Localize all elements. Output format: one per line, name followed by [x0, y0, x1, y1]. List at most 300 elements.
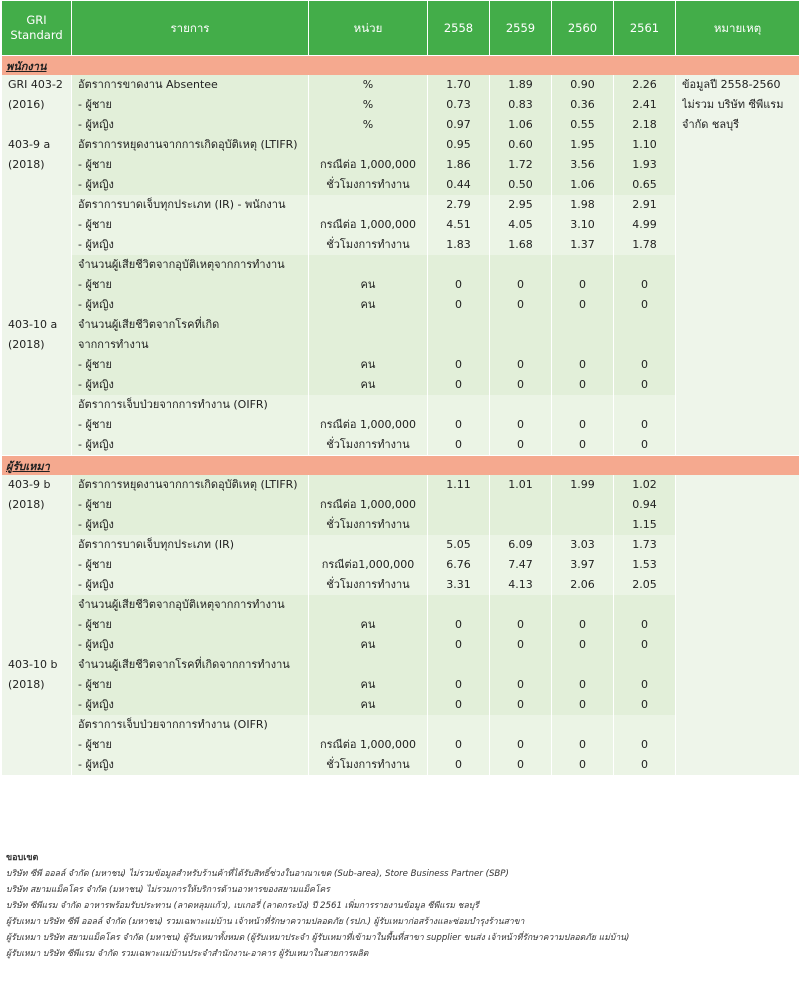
value-cell [428, 575, 490, 595]
unit-cell [309, 615, 428, 635]
scope-notes [6, 850, 796, 962]
value-cell [552, 255, 614, 275]
value: 0.55 [570, 118, 595, 131]
value-cell [490, 315, 552, 335]
value-cell [428, 255, 490, 275]
value: 0 [455, 738, 462, 751]
value: 0 [641, 738, 648, 751]
scope-line: ผู้รับเหมา บริษัท สยามแม็คโคร จำกัด (มหาชน) ผู้รับเหมาทั้งหมด (ผู้รับเหมาประจำ ผู้รับเหมาที่เข้ามาในพื้นที่สาขา supplier ขนส่ง เจ้าหน้าที่รักษาความปลอดภัย แม่บ้าน) [6, 933, 630, 943]
value-cell [428, 75, 490, 95]
value [434, 395, 483, 415]
item-cell [72, 635, 309, 655]
value [496, 395, 545, 415]
value-cell [490, 135, 552, 155]
value-cell [552, 695, 614, 715]
unit-label: คน [360, 618, 376, 631]
item-cell [72, 655, 309, 675]
item-cell [72, 315, 309, 335]
section-title: พนักงาน [2, 56, 800, 76]
item-cell [72, 355, 309, 375]
value: 2.18 [632, 118, 657, 131]
unit-cell [309, 435, 428, 456]
value-cell [614, 235, 676, 255]
value-cell [428, 535, 490, 555]
value-cell [614, 355, 676, 375]
value [620, 335, 669, 355]
unit-label [315, 255, 421, 275]
value: 0 [579, 758, 586, 771]
item-cell [72, 155, 309, 175]
value-cell [490, 215, 552, 235]
unit-label [315, 195, 421, 215]
value: 0 [455, 618, 462, 631]
value: 0 [517, 758, 524, 771]
item-cell [72, 715, 309, 735]
value-cell [490, 395, 552, 415]
unit-label: ชั่วโมงการทำงาน [326, 438, 410, 451]
value [558, 335, 607, 355]
value-cell [428, 735, 490, 755]
value-cell [428, 315, 490, 335]
value-cell [614, 115, 676, 135]
value: 0 [579, 418, 586, 431]
unit-cell [309, 215, 428, 235]
value: 4.99 [632, 218, 657, 231]
unit-label: คน [360, 298, 376, 311]
value: 0 [455, 438, 462, 451]
header-unit: หน่วย [309, 1, 428, 56]
item-label: - ผู้ชาย [78, 678, 112, 691]
item-label: จำนวนผู้เสียชีวิตจากอุบัติเหตุจากการทำงาน [78, 258, 285, 271]
value-cell [552, 615, 614, 635]
unit-label: % [362, 98, 374, 111]
value: 0 [641, 418, 648, 431]
item-cell [72, 575, 309, 595]
item-label: - ผู้หญิง [78, 578, 114, 591]
value [558, 395, 607, 415]
unit-cell [309, 575, 428, 595]
value-cell [428, 95, 490, 115]
value-cell [428, 115, 490, 135]
value-cell [614, 475, 676, 495]
item-cell [72, 675, 309, 695]
value: 2.79 [446, 198, 471, 211]
unit-label: ชั่วโมงการทำงาน [326, 578, 410, 591]
value [620, 395, 669, 415]
value-cell [552, 375, 614, 395]
value-cell [614, 375, 676, 395]
item-cell [72, 95, 309, 115]
item-cell [72, 255, 309, 275]
value-cell [490, 735, 552, 755]
value-cell [490, 375, 552, 395]
value-cell [614, 615, 676, 635]
value: 0 [455, 358, 462, 371]
value-cell [552, 635, 614, 655]
unit-label: ชั่วโมงการทำงาน [326, 178, 410, 191]
item-label: - ผู้ชาย [78, 98, 112, 111]
value-cell [428, 555, 490, 575]
value: 1.37 [570, 238, 595, 251]
value-cell [428, 195, 490, 215]
value-cell [614, 435, 676, 456]
value-cell [614, 695, 676, 715]
item-label: อัตราการเจ็บป่วยจากการทำงาน (OIFR) [78, 398, 268, 411]
value: 0 [641, 758, 648, 771]
value-cell [552, 655, 614, 675]
gri-code: GRI 403-2 [8, 78, 63, 91]
value: 1.93 [632, 158, 657, 171]
remark-line: ไม่รวม บริษัท ซีพีแรม [682, 98, 784, 111]
unit-label: ชั่วโมงการทำงาน [326, 758, 410, 771]
value: 0.73 [446, 98, 471, 111]
value: 1.02 [632, 478, 657, 491]
value-cell [614, 555, 676, 575]
item-label: อัตราการบาดเจ็บทุกประเภท (IR) [78, 538, 235, 551]
value-cell [428, 695, 490, 715]
value [558, 515, 607, 535]
value-cell [428, 755, 490, 775]
value: 0 [641, 298, 648, 311]
value: 0 [579, 358, 586, 371]
value: 1.98 [570, 198, 595, 211]
scope-line: บริษัท ซีพี ออลล์ จำกัด (มหาชน) ไม่รวมข้อมูลสำหรับร้านค้าที่ได้รับสิทธิ์ช่วงในอาณาเขต (Sub-area), Store Business Partner (SBP) [6, 869, 509, 879]
gri-code: (2018) [8, 338, 45, 351]
value: 1.06 [570, 178, 595, 191]
value-cell [428, 395, 490, 415]
unit-cell [309, 135, 428, 155]
value: 0.94 [632, 498, 657, 511]
value-cell [552, 595, 614, 615]
value-cell [428, 595, 490, 615]
value-cell [552, 675, 614, 695]
item-cell [72, 495, 309, 515]
item-cell [72, 475, 309, 495]
value: 3.03 [570, 538, 595, 551]
value-cell [428, 495, 490, 515]
value-cell [614, 335, 676, 355]
value: 0 [641, 278, 648, 291]
unit-cell [309, 255, 428, 275]
unit-cell [309, 235, 428, 255]
item-cell [72, 515, 309, 535]
unit-cell [309, 755, 428, 775]
value-cell [552, 355, 614, 375]
unit-label: % [362, 78, 374, 91]
item-cell [72, 375, 309, 395]
unit-label: คน [360, 698, 376, 711]
value: 0 [579, 298, 586, 311]
header-year-2560: 2560 [552, 1, 614, 56]
value [620, 715, 669, 735]
header-gri-standard: GRI Standard [2, 1, 72, 56]
value: 0 [579, 438, 586, 451]
item-cell [72, 555, 309, 575]
value [496, 335, 545, 355]
unit-label: กรณีต่อ 1,000,000 [319, 218, 416, 231]
value-cell [552, 575, 614, 595]
value: 1.70 [446, 78, 471, 91]
item-label: - ผู้ชาย [78, 218, 112, 231]
value: 1.78 [632, 238, 657, 251]
header-remarks: หมายเหตุ [676, 1, 800, 56]
scope-lines [6, 866, 796, 962]
unit-label [315, 655, 421, 675]
value [434, 595, 483, 615]
value-cell [428, 475, 490, 495]
unit-label [315, 535, 421, 555]
value-cell [614, 75, 676, 95]
value-cell [490, 695, 552, 715]
unit-cell [309, 335, 428, 355]
item-cell [72, 295, 309, 315]
unit-label: คน [360, 278, 376, 291]
value: 3.10 [570, 218, 595, 231]
value: 0 [641, 358, 648, 371]
table-row [2, 135, 800, 155]
value: 2.95 [508, 198, 533, 211]
value: 0 [517, 378, 524, 391]
value: 2.26 [632, 78, 657, 91]
header-year-2559: 2559 [490, 1, 552, 56]
unit-cell [309, 355, 428, 375]
value: 6.76 [446, 558, 471, 571]
value: 4.05 [508, 218, 533, 231]
value-cell [428, 295, 490, 315]
value-cell [552, 235, 614, 255]
value: 0 [517, 738, 524, 751]
scope-line: บริษัท ซีพีแรม จำกัด อาหารพร้อมรับประทาน (ลาดหลุมแก้ว), เบเกอรี่ (ลาดกระบัง) ปี 2561 เพิ่มการรายงานข้อมูล ซีพีแรม ชลบุรี [6, 901, 479, 911]
value [496, 315, 545, 335]
value-cell [428, 615, 490, 635]
value-cell [490, 275, 552, 295]
value: 3.31 [446, 578, 471, 591]
value-cell [552, 415, 614, 435]
value: 0 [517, 638, 524, 651]
value-cell [614, 195, 676, 215]
gri-code: (2018) [8, 498, 45, 511]
unit-cell [309, 655, 428, 675]
value: 1.83 [446, 238, 471, 251]
value: 3.97 [570, 558, 595, 571]
gri-code: (2018) [8, 158, 45, 171]
value [496, 515, 545, 535]
value-cell [552, 135, 614, 155]
unit-cell [309, 315, 428, 335]
remarks-cell [676, 655, 800, 775]
value [558, 495, 607, 515]
scope-heading: ขอบเขต [6, 853, 39, 863]
value-cell [490, 195, 552, 215]
value: 0.50 [508, 178, 533, 191]
unit-cell [309, 115, 428, 135]
unit-cell [309, 395, 428, 415]
value-cell [490, 335, 552, 355]
value: 0 [517, 618, 524, 631]
value [620, 595, 669, 615]
unit-label: กรณีต่อ 1,000,000 [319, 418, 416, 431]
value: 0 [455, 298, 462, 311]
unit-label [315, 335, 421, 355]
value: 2.91 [632, 198, 657, 211]
item-label: จำนวนผู้เสียชีวิตจากโรคที่เกิดจากการทำงาน [78, 658, 290, 671]
table-row [2, 75, 800, 95]
value-cell [428, 635, 490, 655]
value: 0 [455, 678, 462, 691]
item-cell [72, 695, 309, 715]
value: 0 [641, 438, 648, 451]
unit-label: กรณีต่อ1,000,000 [321, 558, 415, 571]
item-label: - ผู้หญิง [78, 758, 114, 771]
value-cell [614, 155, 676, 175]
value-cell [552, 435, 614, 456]
value-cell [614, 755, 676, 775]
value [434, 255, 483, 275]
item-cell [72, 215, 309, 235]
value-cell [490, 515, 552, 535]
item-label: - ผู้ชาย [78, 418, 112, 431]
value: 1.10 [632, 138, 657, 151]
unit-cell [309, 735, 428, 755]
value-cell [552, 755, 614, 775]
value: 0 [517, 418, 524, 431]
gri-code: 403-9 a [8, 138, 51, 151]
item-cell [72, 735, 309, 755]
item-cell [72, 595, 309, 615]
value: 0 [579, 638, 586, 651]
value: 0.65 [632, 178, 657, 191]
unit-cell [309, 415, 428, 435]
value [434, 715, 483, 735]
value: 0.83 [508, 98, 533, 111]
value-cell [490, 495, 552, 515]
gri-standard-cell [2, 135, 72, 315]
unit-cell [309, 275, 428, 295]
value-cell [552, 475, 614, 495]
value: 0 [455, 758, 462, 771]
safety-statistics-table [1, 0, 800, 775]
value-cell [614, 295, 676, 315]
unit-cell [309, 75, 428, 95]
value: 0.95 [446, 138, 471, 151]
value-cell [428, 715, 490, 735]
value-cell [552, 175, 614, 195]
value-cell [552, 115, 614, 135]
item-cell [72, 435, 309, 456]
value [558, 255, 607, 275]
value: 2.41 [632, 98, 657, 111]
value-cell [552, 75, 614, 95]
value: 0.36 [570, 98, 595, 111]
unit-label: คน [360, 678, 376, 691]
unit-label: คน [360, 378, 376, 391]
header-item: รายการ [72, 1, 309, 56]
value [558, 315, 607, 335]
value: 1.15 [632, 518, 657, 531]
value: 0.90 [570, 78, 595, 91]
value-cell [552, 215, 614, 235]
remarks-cell [676, 315, 800, 456]
item-label: - ผู้ชาย [78, 498, 112, 511]
value: 1.01 [508, 478, 533, 491]
value-cell [614, 535, 676, 555]
value: 1.89 [508, 78, 533, 91]
item-label: - ผู้ชาย [78, 158, 112, 171]
value-cell [428, 175, 490, 195]
table-body [2, 56, 800, 776]
value: 0 [641, 618, 648, 631]
item-cell [72, 615, 309, 635]
item-label: - ผู้หญิง [78, 438, 114, 451]
value: 0.44 [446, 178, 471, 191]
value: 1.73 [632, 538, 657, 551]
value: 5.05 [446, 538, 471, 551]
value-cell [428, 675, 490, 695]
value-cell [614, 315, 676, 335]
item-cell [72, 415, 309, 435]
value-cell [490, 615, 552, 635]
value [496, 715, 545, 735]
remarks-cell [676, 475, 800, 655]
value [434, 495, 483, 515]
gri-code: 403-10 a [8, 318, 58, 331]
value: 0 [579, 738, 586, 751]
item-label: - ผู้หญิง [78, 698, 114, 711]
value-cell [552, 295, 614, 315]
scope-line: ผู้รับเหมา บริษัท ซีพี ออลล์ จำกัด (มหาชน) รวมเฉพาะแม่บ้าน เจ้าหน้าที่รักษาความปลอดภัย (รปภ.) ผู้รับเหมาก่อสร้างและซ่อมบำรุงร้านสาขา [6, 917, 525, 927]
value: 0 [641, 378, 648, 391]
value-cell [490, 475, 552, 495]
value [558, 715, 607, 735]
value [434, 655, 483, 675]
item-label: จำนวนผู้เสียชีวิตจากโรคที่เกิด [78, 318, 220, 331]
item-label: - ผู้ชาย [78, 358, 112, 371]
item-label: - ผู้ชาย [78, 278, 112, 291]
unit-cell [309, 675, 428, 695]
value-cell [428, 235, 490, 255]
unit-cell [309, 555, 428, 575]
value-cell [614, 735, 676, 755]
table-row [2, 475, 800, 495]
value: 1.06 [508, 118, 533, 131]
value [620, 315, 669, 335]
value-cell [614, 135, 676, 155]
value-cell [614, 715, 676, 735]
value: 0 [455, 638, 462, 651]
item-cell [72, 275, 309, 295]
value: 2.06 [570, 578, 595, 591]
value [558, 655, 607, 675]
value: 0 [455, 698, 462, 711]
value [496, 495, 545, 515]
item-label: จำนวนผู้เสียชีวิตจากอุบัติเหตุจากการทำงาน [78, 598, 285, 611]
value-cell [490, 535, 552, 555]
value-cell [428, 515, 490, 535]
value-cell [614, 395, 676, 415]
unit-cell [309, 595, 428, 615]
remark-line: ข้อมูลปี 2558-2560 [682, 78, 781, 91]
value-cell [490, 715, 552, 735]
unit-label: คน [360, 358, 376, 371]
value-cell [552, 495, 614, 515]
table-row [2, 655, 800, 675]
gri-code: 403-9 b [8, 478, 51, 491]
value: 0 [455, 378, 462, 391]
unit-label: ชั่วโมงการทำงาน [326, 518, 410, 531]
item-cell [72, 175, 309, 195]
value-cell [490, 675, 552, 695]
value-cell [490, 175, 552, 195]
